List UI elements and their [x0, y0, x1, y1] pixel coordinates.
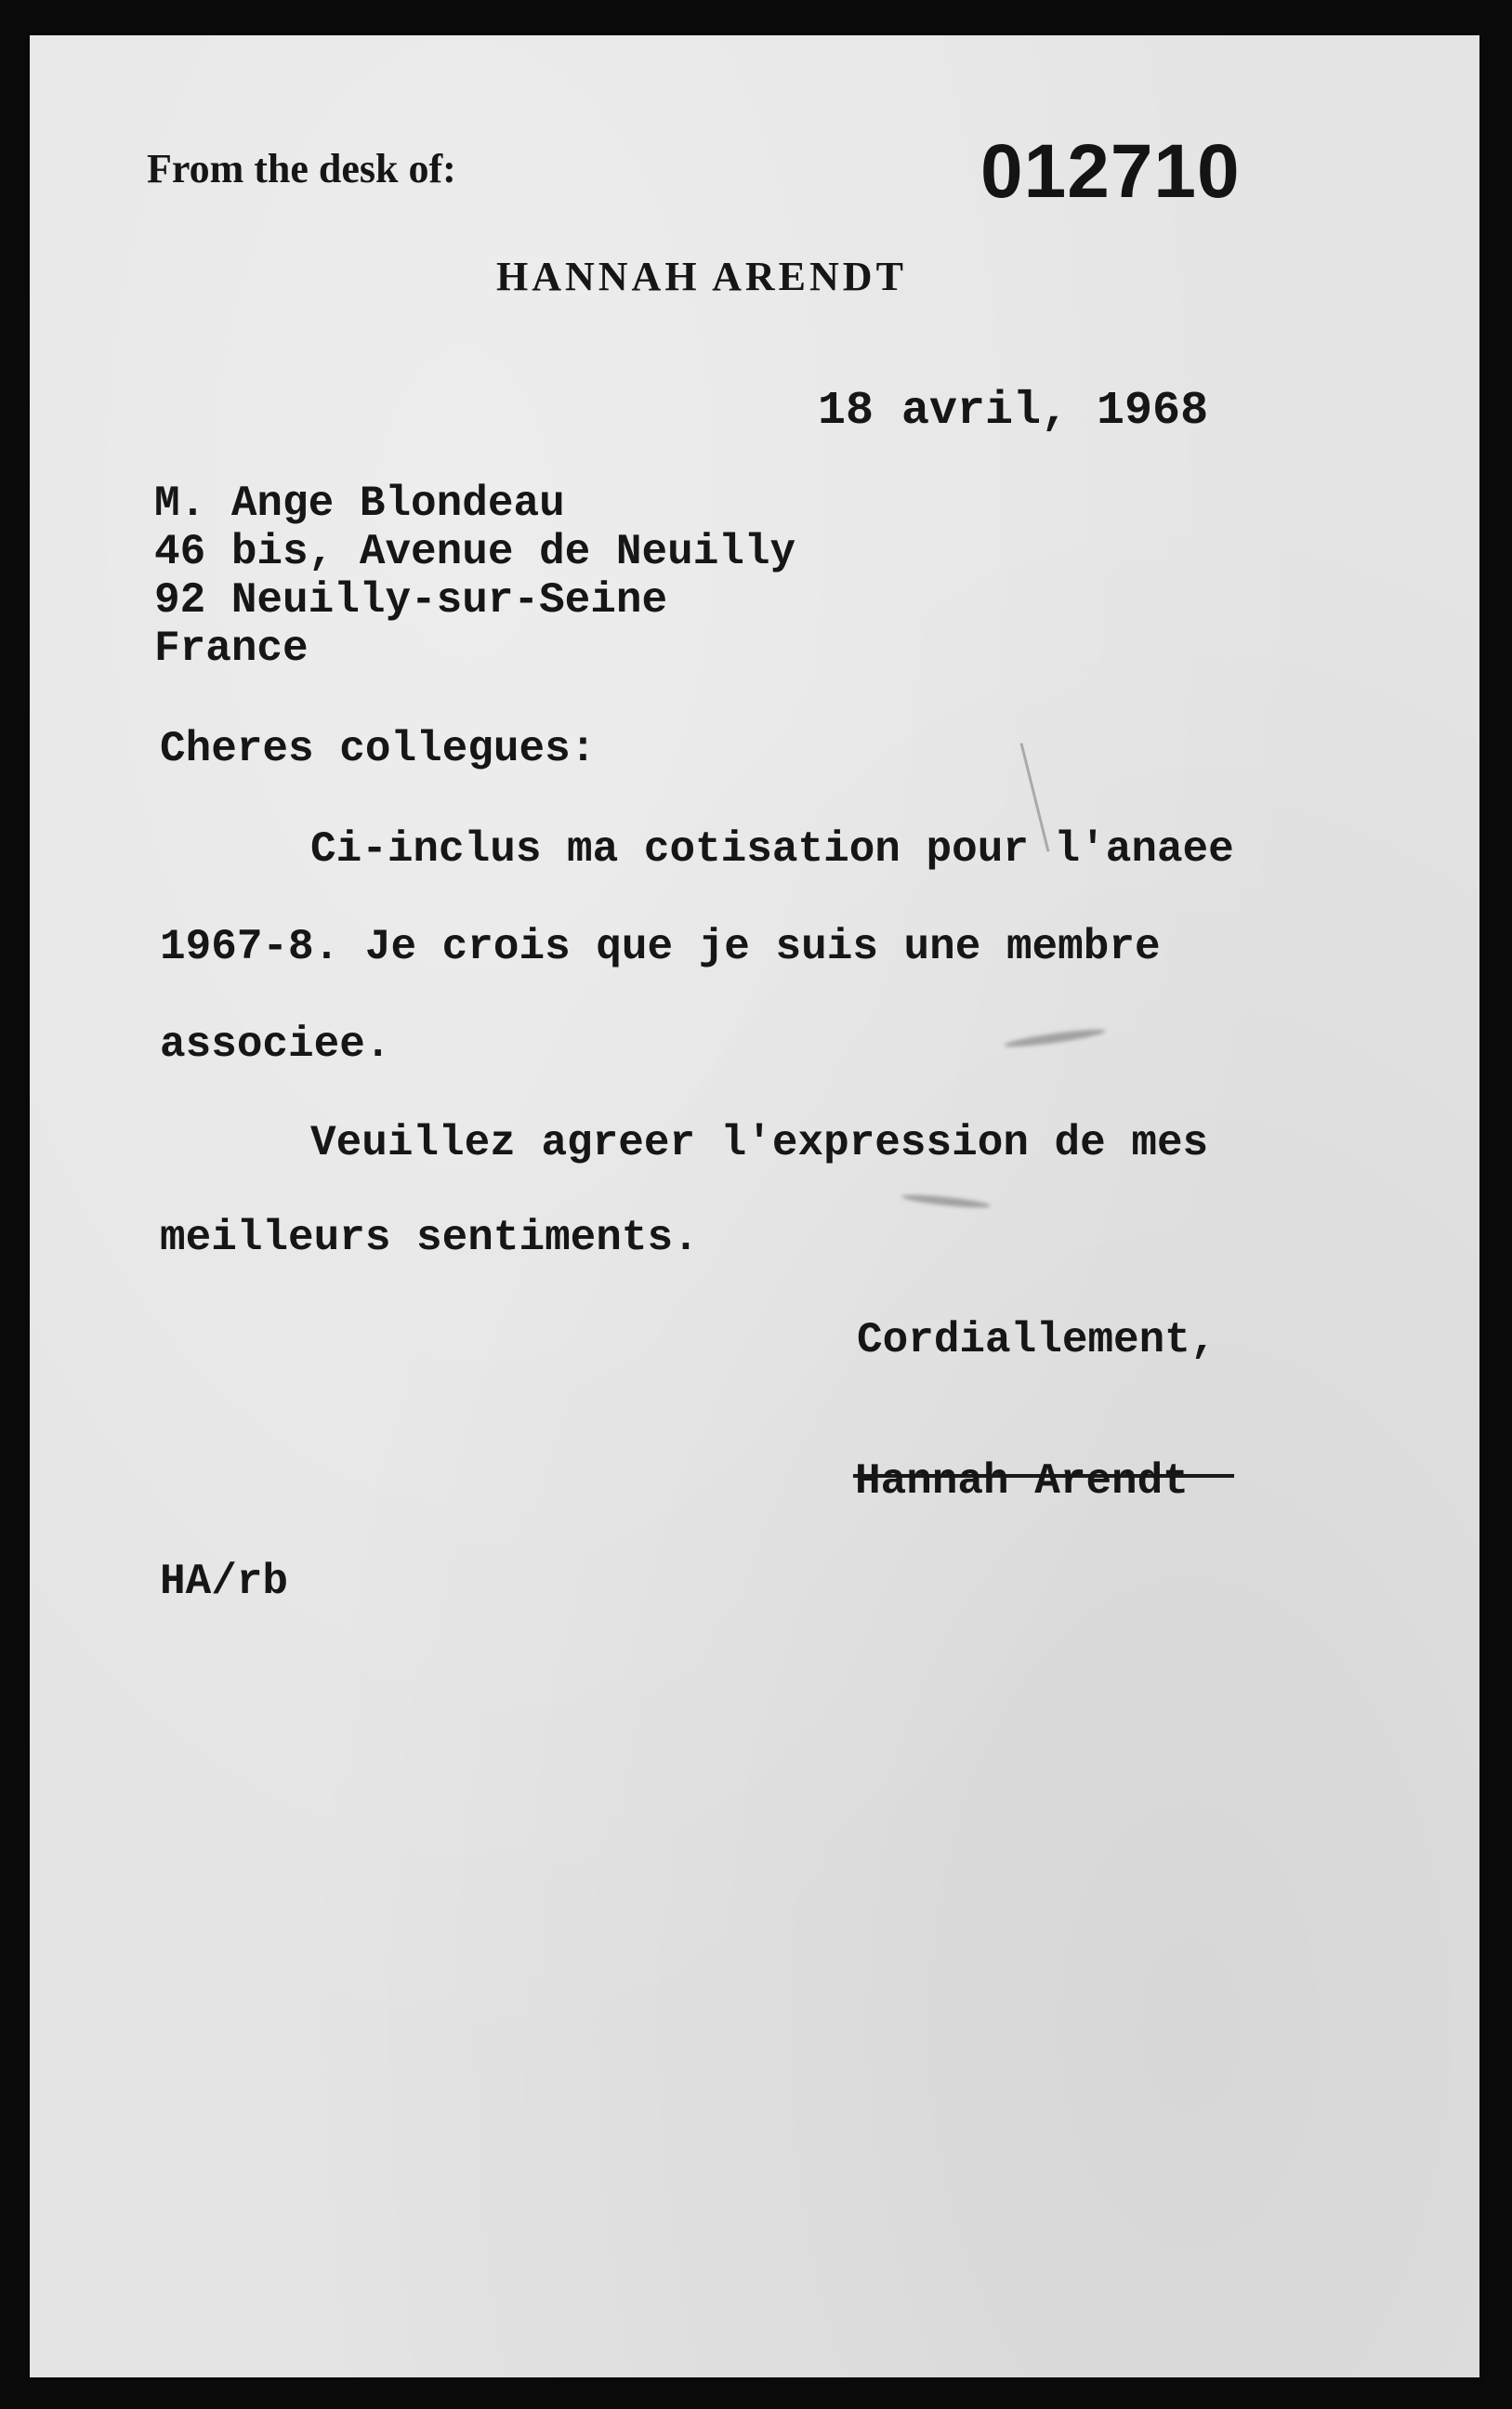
ink-smudge — [901, 1192, 991, 1210]
letterhead-name: HANNAH ARENDT — [496, 254, 907, 299]
body-line: 1967-8. Je crois que je suis une membre — [160, 923, 1161, 971]
ink-smudge — [1004, 1026, 1106, 1049]
signature: Hannah Arendt — [855, 1457, 1189, 1506]
recipient-name: M. Ange Blondeau — [154, 480, 565, 528]
letter-page — [30, 35, 1479, 2377]
typist-initials: HA/rb — [160, 1558, 289, 1606]
body-line: Veuillez agreer l'expression de mes — [310, 1119, 1209, 1167]
closing: Cordiallement, — [857, 1316, 1216, 1364]
recipient-city: 92 Neuilly-sur-Seine — [154, 576, 668, 625]
recipient-street: 46 bis, Avenue de Neuilly — [154, 528, 796, 576]
salutation: Cheres collegues: — [160, 725, 597, 773]
document-number: 012710 — [980, 129, 1241, 214]
recipient-country: France — [154, 625, 309, 673]
body-line: Ci-inclus ma cotisation pour l'anaee — [310, 825, 1234, 874]
from-desk-label: From the desk of: — [147, 146, 456, 191]
body-line: associee. — [160, 1020, 391, 1069]
body-line: meilleurs sentiments. — [160, 1214, 699, 1262]
letter-date: 18 avril, 1968 — [818, 385, 1209, 438]
